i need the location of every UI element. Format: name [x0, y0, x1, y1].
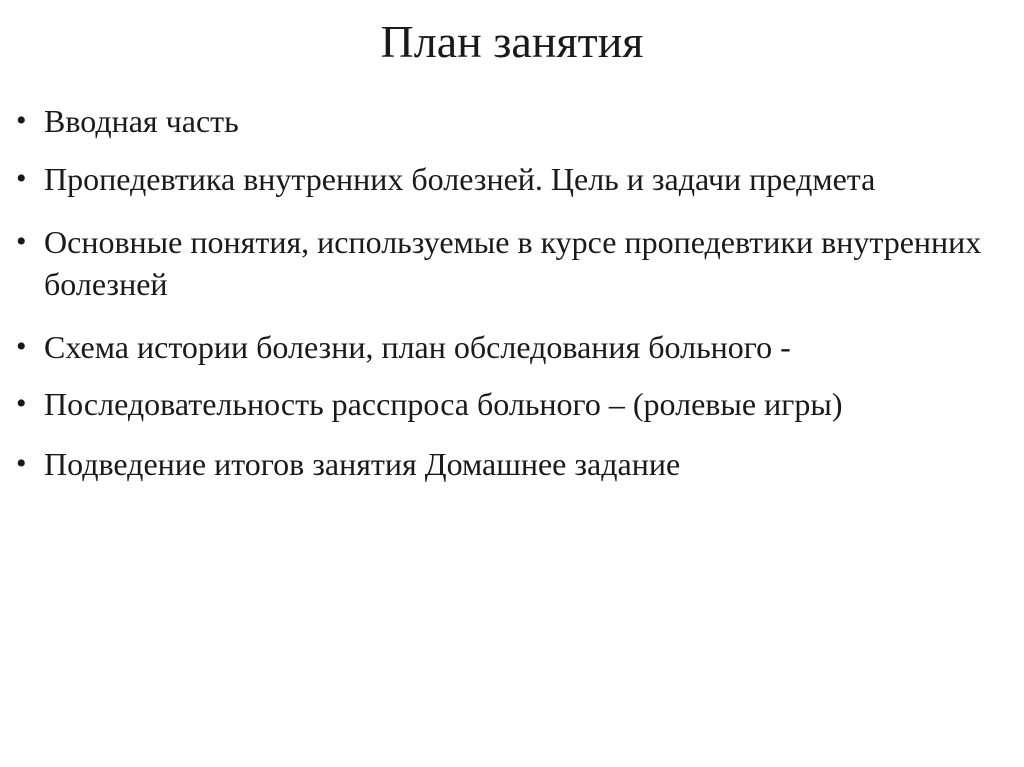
bullet-dot-icon: • [16, 330, 27, 363]
list-item-text: Схема истории болезни, план обследования больного - [44, 329, 791, 365]
slide-title: План занятия [380, 16, 644, 67]
list-item [14, 443, 994, 485]
list-item [14, 383, 994, 425]
agenda-list [14, 100, 994, 485]
list-item [14, 221, 994, 305]
bullet-dot-icon: • [16, 447, 27, 480]
list-item [14, 100, 994, 142]
list-item-text: Пропедевтика внутренних болезней. Цель и задачи предмета [44, 161, 876, 197]
list-item-text: Последовательность расспроса больного – (ролевые игры) [44, 386, 843, 422]
bullet-dot-icon: • [16, 104, 27, 137]
list-item-text: Основные понятия, используемые в курсе пропедевтики внутренних болезней [44, 224, 982, 302]
bullet-dot-icon: • [16, 387, 27, 420]
list-item [14, 326, 994, 368]
list-item-text: Подведение итогов занятия Домашнее задание [44, 446, 681, 482]
bullet-dot-icon: • [16, 225, 27, 258]
bullet-dot-icon: • [16, 162, 27, 195]
list-item [14, 158, 994, 200]
list-item-text: Вводная часть [44, 103, 239, 139]
